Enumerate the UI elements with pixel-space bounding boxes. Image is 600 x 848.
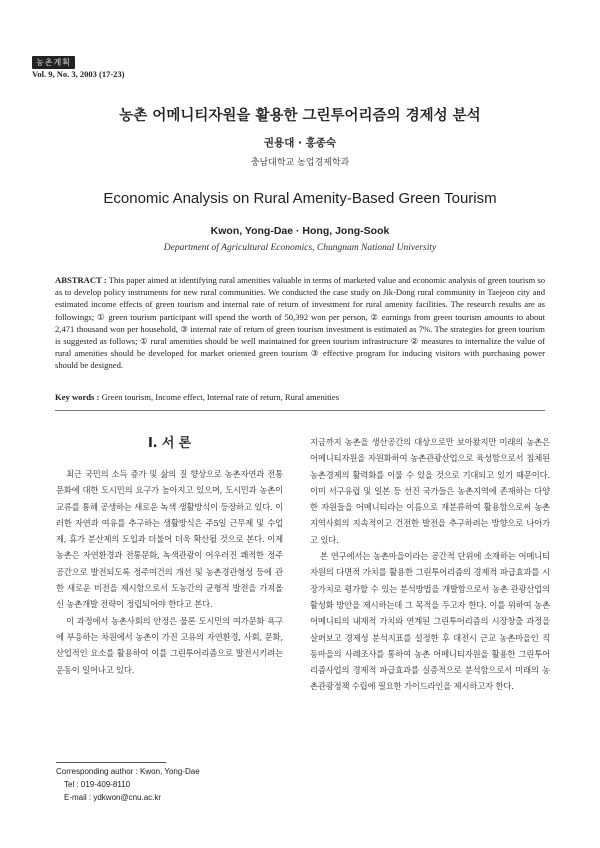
- keywords-text: Green tourism, Income effect, Internal rate of return, Rural amenities: [101, 392, 340, 402]
- abstract-text: This paper aimed at identifying rural amenities valuable in terms of marketed value and economic analysis of green tourism so as to develop policy instruments for new rural communities. We conducted the case study on Jik-Dong rural community in Taejeon city and estimated income effects of green tourism and internal rate of return of investment for rural amenity facilities. The research results are as followings; ① green tourism participant will spend the worth of 50,392 won per person, ② earnings from green tourism amounts to about 2,471 thousand won per household, ③ internal rate of return of green tourism investment is estimated as 7%. The strategies for green tourism is suggested as follows; ① rural amenities should be well maintained for green tourism infrastructure ② measures to internalize the value of rural amenities should be developed for market oriented green tourism ③ effective program for inducing visitors with purchasing power should be designed.: [55, 275, 546, 371]
- paper-title-korean: 농촌 어메니티자원을 활용한 그린투어리즘의 경제성 분석: [119, 108, 481, 124]
- body-column-right: [310, 434, 550, 695]
- footnote-divider: [56, 762, 166, 763]
- journal-volume-line: Vol. 9, No. 3, 2003 (17-23): [32, 69, 125, 79]
- abstract-label: ABSTRACT :: [55, 275, 107, 285]
- body-paragraph: 이 과정에서 농촌사회의 안정은 물론 도시민의 여가문화 욕구에 부응하는 차원에서 농촌이 가진 고유의 자연환경, 사회, 문화, 산업적인 요소를 활용하여 이를 그린투어리즘으로 발전시키려는 운동이 일어나고 있다.: [56, 615, 283, 675]
- body-paragraph: 본 연구에서는 농촌마을이라는 공간적 단위에 소재하는 어메니티자원의 다면적 가치를 활용한 그린투어리즘의 경제적 파급효과를 시장가치로 평가할 수 있는 분석방법을 개발함으로서 농촌 관광산업의 활성화 방안을 제시하는데 그 목적을 두고자 한다. 이를 위하여 농촌 어메니티의 내재적 가치와 연계된 그린투어리즘의 시장창출 과정을 살펴보고 경제성 분석지표를 설정한 후 대전시 근교 농촌마을인 직동마을의 사례조사를 통하여 농촌 어메니티자원을 활용한 그린투어리즘사업의 경제적 파급효과를 실증적으로 분석함으로서 미래의 농촌관광정책 수립에 필요한 가이드라인을 제시하고자 한다.: [310, 551, 550, 692]
- footnote-email: E-mail : ydkwon@cnu.ac.kr: [64, 793, 162, 802]
- section-heading-introduction: Ⅰ. 서 론: [147, 436, 192, 451]
- keywords: [55, 392, 545, 402]
- paper-title-english: Economic Analysis on Rural Amenity-Based Green Tourism: [103, 190, 497, 207]
- keywords-label: Key words :: [55, 392, 100, 402]
- affiliation-korean: 충남대학교 농업경제학과: [250, 158, 350, 168]
- body-paragraph: 지금까지 농촌을 생산공간의 대상으로만 보아왔지만 미래의 농촌은 어메니티자원을 자원화하여 농촌관광산업으로 육성함으로서 침체된 농촌경제의 활력화를 이룰 수 있을 것으로 기대되고 있기 때문이다. 이미 서구유럽 및 일본 등 선진 국가들은 농촌지역에 존재하는 다양한 자원들을 어메니티라는 이름으로 재분류하여 활용함으로써 농촌지역사회의 지속적이고 건전한 발전을 추구하려는 방향으로 나아가고 있다.: [310, 437, 550, 545]
- affiliation-english: Department of Agricultural Economics, Chungnam National University: [163, 243, 437, 253]
- authors-korean: 권용대 · 홍종숙: [263, 137, 337, 149]
- body-paragraph: 최근 국민의 소득 증가 및 삶의 질 향상으로 농촌자연과 전통문화에 대한 도시민의 요구가 높아지고 있으며, 도시민과 농촌이 교류를 통해 공생하는 새로운 녹색 생활방식이 등장하고 있다. 이러한 자연과 여유를 추구하는 생활방식은 주5일 근무제 및 수업제, 휴가 분산제의 도입과 더불어 더욱 확산될 것으로 본다. 이제 농촌은 자연환경과 전통문화, 녹색관광이 어우러진 쾌적한 정주공간으로 발전되도록 정주여건의 개선 및 농촌경관형성 등에 관한 새로운 비전을 제시함으로서 도농간의 균형적 발전을 가져올 신 농촌개발 전략이 정립되어야 한다고 본다.: [56, 469, 283, 610]
- journal-badge: 농촌계획: [32, 56, 75, 69]
- footnote-tel: Tel : 019-409-8110: [64, 780, 131, 789]
- body-column-left: [56, 434, 283, 678]
- keywords-divider: [55, 410, 545, 411]
- abstract: [55, 274, 545, 372]
- footnote: [56, 765, 286, 804]
- footnote-author: Corresponding author : Kwon, Yong-Dae: [56, 767, 200, 776]
- authors-english: Kwon, Yong-Dae · Hong, Jong-Sook: [210, 225, 390, 237]
